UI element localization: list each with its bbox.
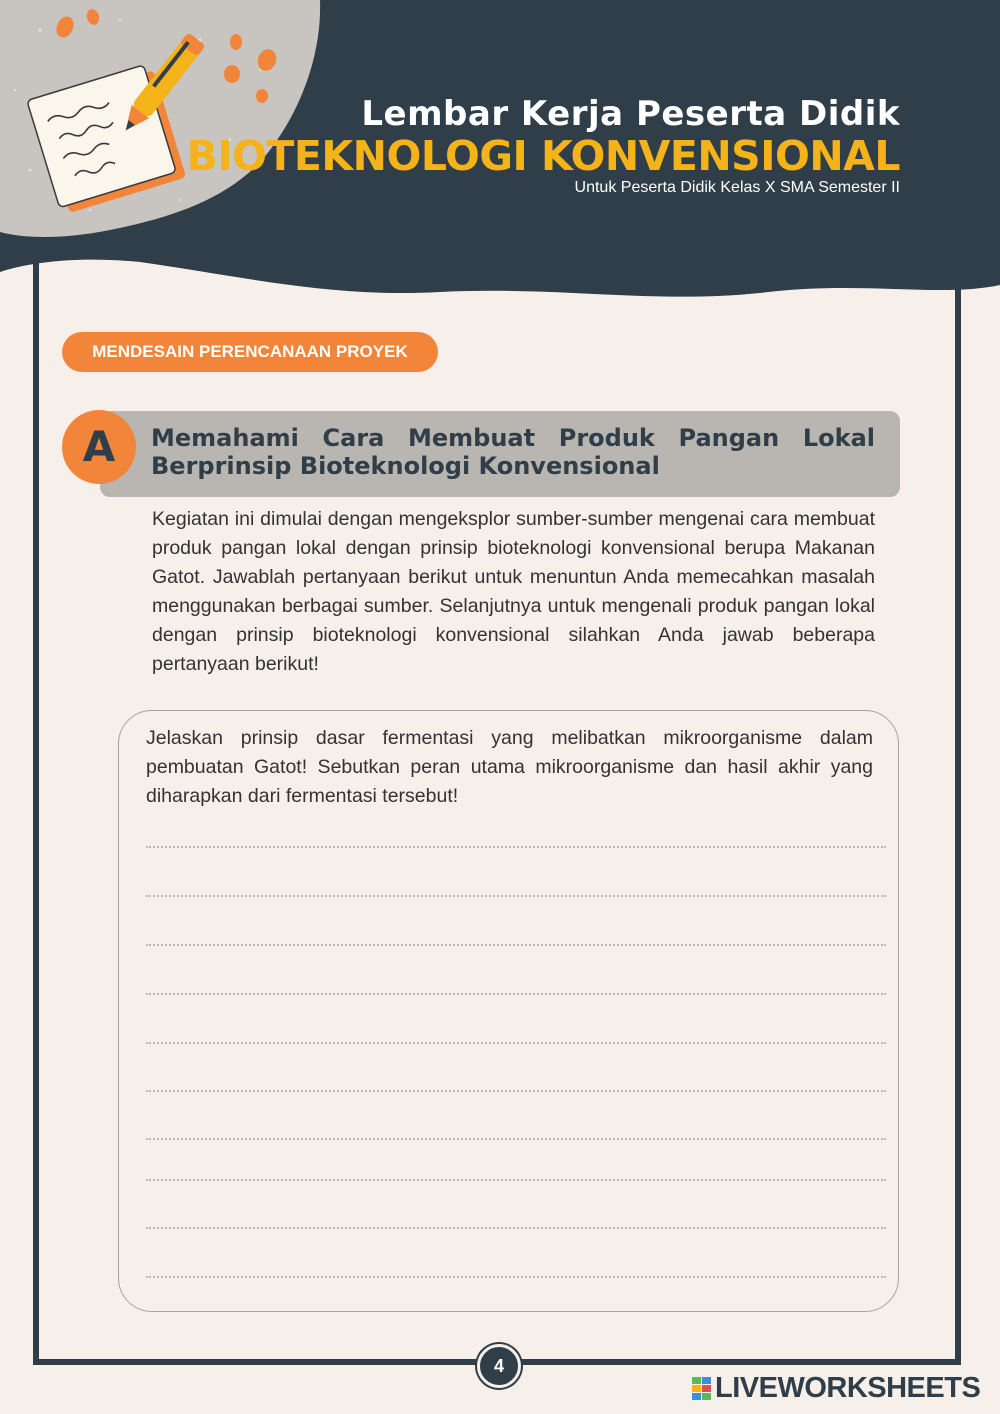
answer-line[interactable] — [146, 1042, 886, 1044]
question-text: Jelaskan prinsip dasar fermentasi yang melibatkan mikroorganisme dalam pembuatan Gatot! Sebutkan peran utama mikroorganisme dan hasil akhir yang diharapkan dari fermentasi tersebut! — [146, 727, 873, 807]
answer-line[interactable] — [146, 846, 886, 848]
answer-line[interactable] — [146, 1138, 886, 1140]
liveworksheets-logo-icon — [692, 1377, 712, 1401]
worksheet-title: Lembar Kerja Peserta Didik — [361, 94, 900, 134]
answer-line[interactable] — [146, 993, 886, 995]
topic-title: BIOTEKNOLOGI KONVENSIONAL — [186, 132, 900, 180]
answer-line[interactable] — [146, 1179, 886, 1181]
answer-line[interactable] — [146, 1090, 886, 1092]
section-letter: A — [82, 422, 116, 471]
brand-name: LIVEWORKSHEETS — [715, 1372, 981, 1404]
answer-line[interactable] — [146, 895, 886, 897]
phase-badge: MENDESAIN PERENCANAAN PROYEK — [62, 332, 438, 372]
section-title: Memahami Cara Membuat Produk Pangan Lokal Berprinsip Bioteknologi Konvensional — [151, 424, 875, 480]
answer-line[interactable] — [146, 944, 886, 946]
answer-line[interactable] — [146, 1276, 886, 1278]
worksheet-subtitle: Untuk Peserta Didik Kelas X SMA Semester II — [574, 179, 900, 196]
answer-line[interactable] — [146, 1227, 886, 1229]
section-intro-paragraph: Kegiatan ini dimulai dengan mengeksplor sumber-sumber mengenai cara membuat produk pangan lokal dengan prinsip bioteknologi konvensional berupa Makanan Gatot. Jawablah pertanyaan berikut untuk menuntun Anda memecahkan masalah menggunakan berbagai sumber. Selanjutnya untuk mengenali produk pangan lokal dengan prinsip bioteknologi konvensional silahkan Anda jawab beberapa pertanyaan berikut! — [152, 508, 875, 675]
page-number: 4 — [493, 1356, 504, 1376]
